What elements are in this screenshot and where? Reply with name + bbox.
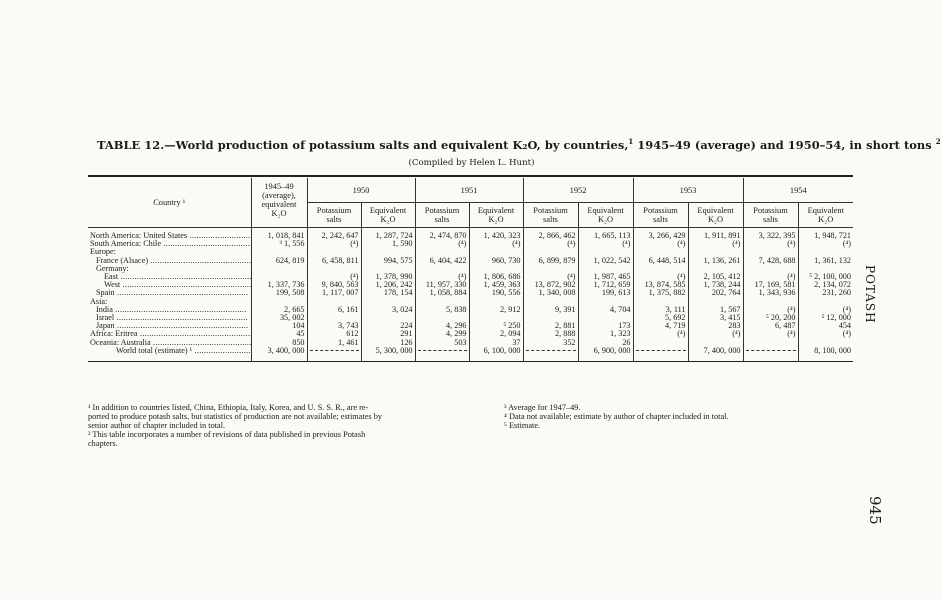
- value-cell: 2, 888: [523, 330, 578, 338]
- footnote-4: ⁴ Data not available; estimate by author of chapter included in total.: [504, 412, 729, 421]
- value-cell: 26: [578, 339, 633, 347]
- value-cell: ⁵ 12, 000: [798, 314, 853, 322]
- total-value-cell: [307, 347, 361, 355]
- value-cell: 2, 912: [469, 306, 523, 314]
- value-cell: (⁴): [743, 273, 798, 281]
- potassium-salts-header-1950: Potassium salts: [307, 203, 361, 228]
- country-cell: East .....: [88, 273, 251, 281]
- equivalent-k2o-header-1950: Equivalent K₂O: [361, 203, 415, 228]
- footnote-1c: senior author of chapter included in total.: [88, 421, 226, 430]
- total-value-cell: 7, 400, 000: [688, 347, 743, 355]
- value-cell: 3, 024: [361, 306, 415, 314]
- country-cell: France (Alsace) .....: [88, 257, 251, 265]
- country-cell: Europe:: [90, 248, 116, 257]
- value-cell: 2, 094: [469, 330, 523, 338]
- country-cell: Israel .....: [88, 314, 251, 322]
- country-cell: Asia:: [90, 297, 108, 306]
- value-cell: 1, 022, 542: [578, 257, 633, 265]
- country-cell: South America: Chile .....: [88, 240, 251, 248]
- value-cell: 503: [415, 339, 469, 347]
- value-cell: 2, 134, 072: [798, 281, 853, 289]
- value-cell: 199, 613: [578, 289, 633, 297]
- value-cell: 1, 375, 882: [633, 289, 688, 297]
- value-cell: 6, 448, 514: [633, 257, 688, 265]
- value-cell: 994, 575: [361, 257, 415, 265]
- value-cell: 1, 567: [688, 306, 743, 314]
- potassium-salts-header-1951: Potassium salts: [415, 203, 469, 228]
- value-cell: 1, 948, 721: [798, 232, 853, 240]
- value-cell: [633, 339, 688, 347]
- potassium-salts-header-1952: Potassium salts: [523, 203, 578, 228]
- value-cell: 1, 136, 261: [688, 257, 743, 265]
- value-cell: 4, 719: [633, 322, 688, 330]
- equivalent-k2o-header-1953: Equivalent K₂O: [688, 203, 743, 228]
- top-rule: [88, 175, 853, 177]
- value-cell: (⁴): [798, 330, 853, 338]
- value-cell: (⁴): [798, 306, 853, 314]
- value-cell: 6, 161: [307, 306, 361, 314]
- total-value-cell: [743, 347, 798, 355]
- value-cell: 2, 866, 462: [523, 232, 578, 240]
- year-header-1953: 1953: [633, 178, 743, 203]
- value-cell: 35, 002: [251, 314, 307, 322]
- value-cell: 7, 428, 688: [743, 257, 798, 265]
- baseline-header: 1945–49 (average), equivalent K₂O: [251, 178, 307, 228]
- country-cell: Germany:: [96, 264, 129, 273]
- value-cell: 1, 987, 465: [578, 273, 633, 281]
- value-cell: 1, 287, 724: [361, 232, 415, 240]
- value-cell: 291: [361, 330, 415, 338]
- value-cell: 1, 323: [578, 330, 633, 338]
- value-cell: (⁴): [307, 273, 361, 281]
- value-cell: (⁴): [633, 273, 688, 281]
- table-title: TABLE 12.—World production of potassium salts and equivalent K₂O, by countries,$^1$ 1945–49 (average) and 1950–54, in short tons $^2$: [97, 137, 941, 152]
- value-cell: (⁴): [688, 240, 743, 248]
- value-cell: ⁵ 250: [469, 322, 523, 330]
- value-cell: 1, 420, 323: [469, 232, 523, 240]
- total-value-cell: [415, 347, 469, 355]
- potassium-salts-header-1954: Potassium salts: [743, 203, 798, 228]
- value-cell: 2, 242, 647: [307, 232, 361, 240]
- value-cell: ⁵ 2, 100, 000: [798, 273, 853, 281]
- value-cell: 45: [251, 330, 307, 338]
- value-cell: 4, 299: [415, 330, 469, 338]
- value-cell: 612: [307, 330, 361, 338]
- value-cell: 1, 461: [307, 339, 361, 347]
- value-cell: 224: [361, 322, 415, 330]
- value-cell: 352: [523, 339, 578, 347]
- world-total-row: [88, 347, 853, 355]
- value-cell: (⁴): [633, 240, 688, 248]
- value-cell: 6, 458, 811: [307, 257, 361, 265]
- value-cell: 17, 169, 581: [743, 281, 798, 289]
- footnotes-right: [504, 403, 854, 430]
- value-cell: 1, 337, 736: [251, 281, 307, 289]
- footnote-1a: ¹ In addition to countries listed, China, Ethiopia, Italy, Korea, and U. S. S. R., are re-: [88, 403, 369, 412]
- value-cell: 231, 260: [798, 289, 853, 297]
- total-value-cell: 6, 900, 000: [578, 347, 633, 355]
- footnotes-left: [88, 403, 498, 448]
- total-value-cell: 3, 400, 000: [251, 347, 307, 355]
- footnote-5: ⁵ Estimate.: [504, 421, 541, 430]
- equivalent-k2o-header-1951: Equivalent K₂O: [469, 203, 523, 228]
- value-cell: 2, 474, 870: [415, 232, 469, 240]
- value-cell: 850: [251, 339, 307, 347]
- value-cell: 2, 665: [251, 306, 307, 314]
- value-cell: 3, 415: [688, 314, 743, 322]
- value-cell: 454: [798, 322, 853, 330]
- value-cell: 1, 058, 884: [415, 289, 469, 297]
- value-cell: 1, 459, 363: [469, 281, 523, 289]
- value-cell: 4, 704: [578, 306, 633, 314]
- value-cell: (⁴): [633, 330, 688, 338]
- footnote-3: ³ Average for 1947–49.: [504, 403, 581, 412]
- year-header-1950: 1950: [307, 178, 415, 203]
- value-cell: 3, 266, 429: [633, 232, 688, 240]
- value-cell: 178, 154: [361, 289, 415, 297]
- value-cell: 202, 764: [688, 289, 743, 297]
- country-cell: Spain .....: [88, 289, 251, 297]
- equivalent-k2o-header-1952: Equivalent K₂O: [578, 203, 633, 228]
- value-cell: (⁴): [415, 240, 469, 248]
- value-cell: 37: [469, 339, 523, 347]
- value-cell: 199, 508: [251, 289, 307, 297]
- total-value-cell: 8, 100, 000: [798, 347, 853, 355]
- table-subtitle: (Compiled by Helen L. Hunt): [408, 158, 535, 168]
- value-cell: 13, 872, 902: [523, 281, 578, 289]
- value-cell: 3, 743: [307, 322, 361, 330]
- value-cell: 1, 712, 659: [578, 281, 633, 289]
- value-cell: 1, 806, 686: [469, 273, 523, 281]
- value-cell: ⁵ 20, 200: [743, 314, 798, 322]
- value-cell: 9, 840, 563: [307, 281, 361, 289]
- value-cell: (⁴): [688, 330, 743, 338]
- value-cell: 6, 487: [743, 322, 798, 330]
- year-header-1952: 1952: [523, 178, 633, 203]
- year-header-1954: 1954: [743, 178, 853, 203]
- value-cell: (⁴): [523, 240, 578, 248]
- country-header: Country ¹: [88, 178, 251, 228]
- equivalent-k2o-header-1954: Equivalent K₂O: [798, 203, 853, 228]
- value-cell: 1, 361, 132: [798, 257, 853, 265]
- year-header-1951: 1951: [415, 178, 523, 203]
- value-cell: 104: [251, 322, 307, 330]
- value-cell: (⁴): [469, 240, 523, 248]
- country-cell: North America: United States .....: [88, 232, 251, 240]
- value-cell: 11, 957, 330: [415, 281, 469, 289]
- value-cell: 2, 105, 412: [688, 273, 743, 281]
- value-cell: 9, 391: [523, 306, 578, 314]
- value-cell: 960, 730: [469, 257, 523, 265]
- value-cell: 5, 692: [633, 314, 688, 322]
- value-cell: 190, 556: [469, 289, 523, 297]
- value-cell: 1, 590: [361, 240, 415, 248]
- potassium-salts-header-1953: Potassium salts: [633, 203, 688, 228]
- value-cell: 1, 665, 113: [578, 232, 633, 240]
- value-cell: (⁴): [415, 273, 469, 281]
- value-cell: 173: [578, 322, 633, 330]
- value-cell: [743, 339, 798, 347]
- section-side-label: POTASH: [863, 265, 877, 324]
- country-cell: Africa: Eritrea .....: [88, 330, 251, 338]
- value-cell: 1, 018, 841: [251, 232, 307, 240]
- table-body: [88, 228, 853, 362]
- table-row: [88, 240, 853, 248]
- value-cell: 6, 404, 422: [415, 257, 469, 265]
- value-cell: (⁴): [307, 240, 361, 248]
- value-cell: 1, 378, 990: [361, 273, 415, 281]
- footnote-1b: ported to produce potash salts, but statistics of production are not available; estimates by: [88, 412, 383, 421]
- value-cell: 1, 738, 244: [688, 281, 743, 289]
- world-total-label: World total (estimate) ¹ .....: [88, 347, 251, 355]
- country-cell: Oceania: Australia .....: [88, 339, 251, 347]
- value-cell: ³ 1, 556: [251, 240, 307, 248]
- value-cell: (⁴): [578, 240, 633, 248]
- value-cell: 283: [688, 322, 743, 330]
- value-cell: 13, 874, 585: [633, 281, 688, 289]
- value-cell: 1, 206, 242: [361, 281, 415, 289]
- value-cell: 126: [361, 339, 415, 347]
- value-cell: [251, 265, 307, 273]
- value-cell: 4, 296: [415, 322, 469, 330]
- value-cell: 2, 881: [523, 322, 578, 330]
- page-number: 945: [866, 496, 884, 525]
- country-cell: West .....: [88, 281, 251, 289]
- value-cell: 1, 340, 008: [523, 289, 578, 297]
- total-value-cell: [523, 347, 578, 355]
- total-value-cell: [633, 347, 688, 355]
- value-cell: (⁴): [743, 330, 798, 338]
- value-cell: 1, 911, 891: [688, 232, 743, 240]
- table-row: [88, 289, 853, 297]
- value-cell: 3, 111: [633, 306, 688, 314]
- production-table: [88, 178, 853, 362]
- total-value-cell: 6, 100, 000: [469, 347, 523, 355]
- table-row: [88, 330, 853, 338]
- value-cell: 624, 819: [251, 257, 307, 265]
- value-cell: 3, 322, 395: [743, 232, 798, 240]
- value-cell: 6, 899, 879: [523, 257, 578, 265]
- value-cell: 5, 838: [415, 306, 469, 314]
- footnote-2b: chapters.: [88, 439, 118, 448]
- value-cell: (⁴): [798, 240, 853, 248]
- footnote-2a: ² This table incorporates a number of revisions of data published in previous Potash: [88, 430, 366, 439]
- value-cell: (⁴): [523, 273, 578, 281]
- value-cell: 1, 117, 007: [307, 289, 361, 297]
- value-cell: 1, 343, 936: [743, 289, 798, 297]
- total-value-cell: 5, 300, 000: [361, 347, 415, 355]
- table-row: [88, 257, 853, 265]
- value-cell: (⁴): [743, 306, 798, 314]
- value-cell: (⁴): [743, 240, 798, 248]
- country-cell: India .....: [88, 306, 251, 314]
- country-cell: Japan .....: [88, 322, 251, 330]
